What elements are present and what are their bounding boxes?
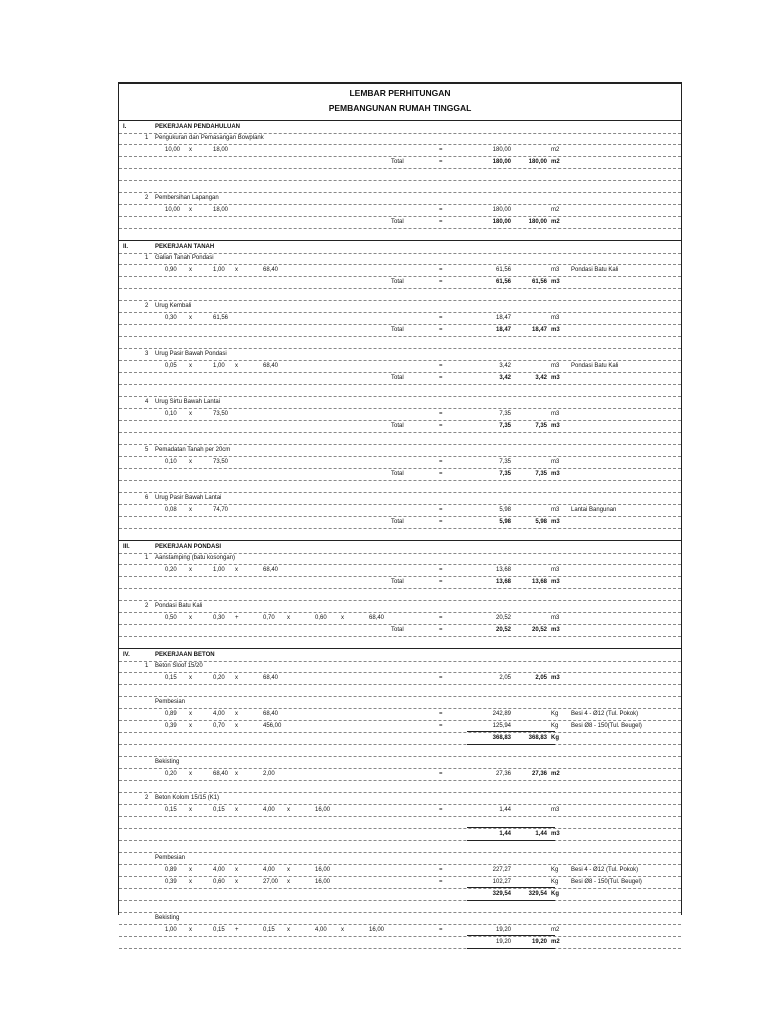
equals-sign: = (439, 459, 443, 465)
operator: x (189, 771, 192, 777)
factor-value: 0,08 (165, 507, 177, 513)
unit-label: m2 (551, 219, 560, 225)
equals-sign: = (439, 579, 443, 585)
equals-sign: = (439, 411, 443, 417)
factor-value: 0,20 (165, 771, 177, 777)
section-number: I. (123, 124, 127, 130)
operator: x (341, 927, 344, 933)
unit-label: m2 (551, 771, 560, 777)
factor-value: 16,00 (369, 927, 385, 933)
operator: x (235, 675, 238, 681)
note-text: Pondasi Batu Kali (571, 267, 619, 273)
total-value: 5,98 (499, 519, 511, 525)
section-title: PEKERJAAN BETON (155, 652, 215, 658)
factor-value: 0,90 (165, 267, 177, 273)
factor-value: 0,15 (263, 927, 275, 933)
total-label: Total (391, 219, 404, 225)
operator: x (235, 267, 238, 273)
total-value: 20,52 (495, 627, 511, 633)
equals-sign: = (439, 867, 443, 873)
item-description: Aanstamping (batu kosongan) (155, 555, 236, 561)
equals-sign: = (439, 807, 443, 813)
sum-value: 13,68 (531, 579, 547, 585)
factor-value: 0,50 (165, 615, 177, 621)
result-value: 20,52 (495, 615, 511, 621)
operator: x (287, 867, 290, 873)
sheet-subtitle: PEMBANGUNAN RUMAH TINGGAL (328, 103, 472, 113)
total-value: 3,42 (499, 375, 511, 381)
factor-value: 0,20 (165, 567, 177, 573)
result-value: 7,35 (499, 411, 511, 417)
note-text: Besi Ø8 - 150(Tul. Beugel) (571, 879, 642, 885)
factor-value: 0,10 (165, 459, 177, 465)
factor-value: 16,00 (315, 879, 331, 885)
section-title: PEKERJAAN PENDAHULUAN (155, 124, 241, 130)
total-label: Total (391, 159, 404, 165)
sum-value: 7,35 (535, 471, 547, 477)
item-description: Galian Tanah Pondasi (155, 255, 214, 261)
factor-value: 0,70 (263, 615, 275, 621)
total-value: 180,00 (492, 159, 511, 165)
factor-value: 4,00 (213, 867, 225, 873)
factor-value: 0,89 (165, 867, 177, 873)
unit-label: m3 (551, 519, 560, 525)
result-value: 2,05 (499, 675, 511, 681)
operator: x (189, 615, 192, 621)
total-label: Total (391, 471, 404, 477)
equals-sign: = (439, 471, 443, 477)
sum-value: 2,05 (535, 675, 547, 681)
result-value: 7,35 (499, 459, 511, 465)
operator: x (287, 927, 290, 933)
operator: x (189, 675, 192, 681)
unit-label: m3 (551, 831, 560, 837)
factor-value: 0,70 (213, 723, 225, 729)
unit-label: m3 (551, 423, 560, 429)
unit-label: m3 (551, 279, 560, 285)
operator: x (287, 615, 290, 621)
factor-value: 0,30 (213, 615, 225, 621)
equals-sign: = (439, 375, 443, 381)
operator: x (235, 879, 238, 885)
factor-value: 16,00 (315, 867, 331, 873)
factor-value: 0,39 (165, 723, 177, 729)
unit-label: m3 (551, 375, 560, 381)
unit-label: m3 (551, 315, 560, 321)
operator: x (189, 267, 192, 273)
factor-value: 0,15 (213, 807, 225, 813)
unit-label: m2 (551, 939, 560, 945)
factor-value: 18,00 (213, 207, 229, 213)
subtotal-sum: 19,20 (531, 939, 547, 945)
item-description: Pembersihan Lapangan (155, 195, 219, 201)
result-value: 242,89 (492, 711, 511, 717)
unit-label: m3 (551, 627, 560, 633)
operator: x (341, 615, 344, 621)
result-value: 180,00 (492, 147, 511, 153)
factor-value: 10,00 (165, 207, 181, 213)
item-description: Pengukuran dan Pemasangan Bowplank (155, 135, 264, 141)
item-description: Pemadatan Tanah per 20cm (155, 447, 231, 453)
factor-value: 4,00 (263, 807, 275, 813)
factor-value: 68,40 (263, 711, 279, 717)
factor-value: 1,00 (165, 927, 177, 933)
result-value: 13,68 (495, 567, 511, 573)
equals-sign: = (439, 363, 443, 369)
equals-sign: = (439, 675, 443, 681)
unit-label: m3 (551, 363, 560, 369)
factor-value: 1,00 (213, 567, 225, 573)
result-value: 27,36 (495, 771, 511, 777)
result-value: 61,56 (495, 267, 511, 273)
sum-value: 20,52 (531, 627, 547, 633)
unit-label: m3 (551, 507, 560, 513)
factor-value: 1,00 (213, 267, 225, 273)
total-value: 13,68 (495, 579, 511, 585)
equals-sign: = (439, 711, 443, 717)
operator: x (189, 207, 192, 213)
item-description: Beton Kolom 15/15 (K1) (155, 795, 220, 801)
factor-value: 0,15 (165, 675, 177, 681)
factor-value: 68,40 (369, 615, 385, 621)
subtotal-value: 19,20 (495, 939, 511, 945)
total-value: 18,47 (495, 327, 511, 333)
item-number: 2 (145, 195, 149, 201)
section-number: IV. (123, 652, 130, 658)
section-number: II. (123, 244, 129, 250)
operator: + (235, 615, 239, 621)
unit-label: m3 (551, 471, 560, 477)
equals-sign: = (439, 327, 443, 333)
factor-value: 0,15 (165, 807, 177, 813)
subtotal-row (119, 936, 681, 949)
equals-sign: = (439, 927, 443, 933)
unit-label: m2 (551, 147, 560, 153)
factor-value: 4,00 (315, 927, 327, 933)
item-number: 6 (145, 495, 149, 501)
unit-label: m2 (551, 207, 560, 213)
operator: x (189, 411, 192, 417)
sum-value: 27,36 (531, 771, 547, 777)
result-value: 125,94 (492, 723, 511, 729)
factor-value: 456,00 (263, 723, 282, 729)
unit-label: m3 (551, 807, 560, 813)
note-text: Besi Ø8 - 150(Tul. Beugel) (571, 723, 642, 729)
total-label: Total (391, 327, 404, 333)
factor-value: 68,40 (213, 771, 229, 777)
subtotal-value: 1,44 (499, 831, 511, 837)
operator: x (235, 711, 238, 717)
factor-value: 16,00 (315, 807, 331, 813)
equals-sign: = (439, 507, 443, 513)
result-value: 1,44 (499, 807, 511, 813)
factor-value: 73,50 (213, 459, 229, 465)
note-text: Pondasi Batu Kali (571, 363, 619, 369)
result-value: 180,00 (492, 207, 511, 213)
operator: x (235, 723, 238, 729)
factor-value: 68,40 (263, 567, 279, 573)
equals-sign: = (439, 267, 443, 273)
operator: x (235, 807, 238, 813)
sum-value: 61,56 (531, 279, 547, 285)
equals-sign: = (439, 279, 443, 285)
item-number: 2 (145, 303, 149, 309)
sum-value: 180,00 (528, 219, 547, 225)
equals-sign: = (439, 147, 443, 153)
section-title: PEKERJAAN TANAH (155, 244, 215, 250)
total-value: 7,35 (499, 423, 511, 429)
factor-value: 0,05 (165, 363, 177, 369)
note-text: Lantai Bangunan (571, 507, 617, 513)
item-number: 1 (145, 663, 149, 669)
subtotal-sum: 329,54 (528, 891, 547, 897)
unit-label: Kg (551, 891, 559, 897)
equals-sign: = (439, 615, 443, 621)
total-label: Total (391, 423, 404, 429)
sum-value: 180,00 (528, 159, 547, 165)
result-value: 5,98 (499, 507, 511, 513)
operator: x (235, 867, 238, 873)
unit-label: m3 (551, 459, 560, 465)
total-label: Total (391, 279, 404, 285)
equals-sign: = (439, 207, 443, 213)
item-number: 4 (145, 399, 149, 405)
operator: x (189, 147, 192, 153)
factor-value: 18,00 (213, 147, 229, 153)
operator: x (189, 567, 192, 573)
item-description: Urug Kembali (155, 303, 192, 309)
total-label: Total (391, 579, 404, 585)
calculation-sheet (118, 82, 682, 945)
item-number: 1 (145, 555, 149, 561)
factor-value: 68,40 (263, 675, 279, 681)
factor-value: 1,00 (213, 363, 225, 369)
operator: x (189, 807, 192, 813)
operator: + (235, 927, 239, 933)
equals-sign: = (439, 771, 443, 777)
factor-value: 68,40 (263, 267, 279, 273)
unit-label: m3 (551, 567, 560, 573)
subtotal-sum: 1,44 (535, 831, 547, 837)
sub-item-description: Bekisting (155, 759, 180, 765)
equals-sign: = (439, 567, 443, 573)
sub-item-description: Pembesian (155, 699, 186, 705)
item-description: Pondasi Batu Kali (155, 603, 203, 609)
unit-label: m3 (551, 327, 560, 333)
subtotal-value: 368,83 (492, 735, 511, 741)
subtotal-sum: 368,83 (528, 735, 547, 741)
operator: x (189, 711, 192, 717)
unit-label: Kg (551, 735, 559, 741)
factor-value: 0,10 (165, 411, 177, 417)
result-value: 102,27 (492, 879, 511, 885)
unit-label: m3 (551, 579, 560, 585)
operator: x (189, 315, 192, 321)
factor-value: 0,30 (165, 315, 177, 321)
section-title: PEKERJAAN PONDASI (155, 544, 222, 550)
note-text: Besi 4 - Ø12 (Tul. Pokok) (571, 711, 639, 717)
unit-label: m3 (551, 267, 560, 273)
factor-value: 2,00 (263, 771, 275, 777)
sub-item-description: Pembesian (155, 855, 186, 861)
factor-value: 73,50 (213, 411, 229, 417)
factor-value: 27,00 (263, 879, 279, 885)
operator: x (189, 459, 192, 465)
item-description: Urug Pasir Bawah Pondasi (155, 351, 227, 357)
total-label: Total (391, 519, 404, 525)
factor-value: 0,60 (213, 879, 225, 885)
unit-label: m3 (551, 615, 560, 621)
operator: x (235, 567, 238, 573)
equals-sign: = (439, 723, 443, 729)
factor-value: 68,40 (263, 363, 279, 369)
item-number: 3 (145, 351, 149, 357)
equals-sign: = (439, 159, 443, 165)
equals-sign: = (439, 219, 443, 225)
operator: x (235, 363, 238, 369)
total-label: Total (391, 375, 404, 381)
note-text: Besi 4 - Ø12 (Tul. Pokok) (571, 867, 639, 873)
item-description: Urug Pasir Bawah Lantai (155, 495, 222, 501)
result-value: 19,20 (495, 927, 511, 933)
section-number: III. (123, 544, 130, 550)
total-label: Total (391, 627, 404, 633)
unit-label: Kg (551, 723, 559, 729)
equals-sign: = (439, 519, 443, 525)
operator: x (189, 879, 192, 885)
total-value: 180,00 (492, 219, 511, 225)
total-value: 61,56 (495, 279, 511, 285)
unit-label: Kg (551, 711, 559, 717)
unit-label: m2 (551, 927, 560, 933)
top-border (119, 83, 681, 84)
unit-label: Kg (551, 879, 559, 885)
sum-value: 18,47 (531, 327, 547, 333)
result-value: 227,27 (492, 867, 511, 873)
sum-value: 5,98 (535, 519, 547, 525)
item-number: 1 (145, 135, 149, 141)
factor-value: 0,20 (213, 675, 225, 681)
factor-value: 61,56 (213, 315, 229, 321)
sum-value: 3,42 (535, 375, 547, 381)
unit-label: m2 (551, 159, 560, 165)
operator: x (189, 723, 192, 729)
sum-value: 7,35 (535, 423, 547, 429)
equals-sign: = (439, 627, 443, 633)
factor-value: 10,00 (165, 147, 181, 153)
unit-label: m3 (551, 675, 560, 681)
item-number: 1 (145, 255, 149, 261)
total-value: 7,35 (499, 471, 511, 477)
operator: x (189, 363, 192, 369)
equals-sign: = (439, 879, 443, 885)
factor-value: 4,00 (263, 867, 275, 873)
item-number: 5 (145, 447, 149, 453)
result-value: 3,42 (499, 363, 511, 369)
factor-value: 0,39 (165, 879, 177, 885)
sheet-title: LEMBAR PERHITUNGAN (349, 88, 451, 98)
equals-sign: = (439, 423, 443, 429)
operator: x (189, 867, 192, 873)
factor-value: 0,15 (213, 927, 225, 933)
item-description: Urug Sirtu Bawah Lantai (155, 399, 221, 405)
item-number: 2 (145, 795, 149, 801)
sub-item-description: Bekisting (155, 915, 180, 921)
item-number: 2 (145, 603, 149, 609)
factor-value: 0,89 (165, 711, 177, 717)
factor-value: 4,00 (213, 711, 225, 717)
item-description: Beton Sloof 15/20 (155, 663, 203, 669)
unit-label: Kg (551, 867, 559, 873)
operator: x (235, 771, 238, 777)
subtotal-value: 329,54 (492, 891, 511, 897)
result-value: 18,47 (495, 315, 511, 321)
operator: x (287, 879, 290, 885)
factor-value: 0,60 (315, 615, 327, 621)
factor-value: 74,70 (213, 507, 229, 513)
operator: x (189, 507, 192, 513)
unit-label: m3 (551, 411, 560, 417)
operator: x (189, 927, 192, 933)
equals-sign: = (439, 315, 443, 321)
operator: x (287, 807, 290, 813)
